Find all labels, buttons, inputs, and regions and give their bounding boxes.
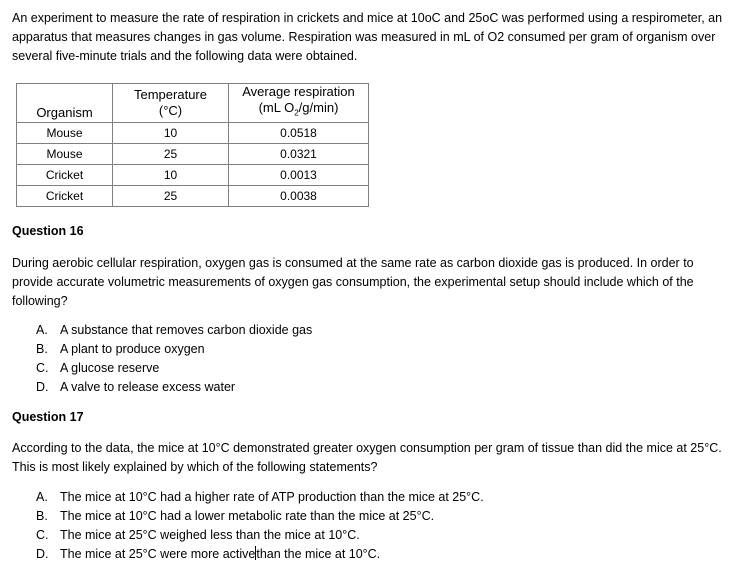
cell-respiration: 0.0038 [229, 185, 369, 206]
cell-temperature: 10 [113, 164, 229, 185]
cell-temperature: 25 [113, 185, 229, 206]
cell-respiration: 0.0321 [229, 143, 369, 164]
option-text: The mice at 10°C had a lower metabolic rate than the mice at 25°C. [60, 509, 435, 523]
question-17-text: According to the data, the mice at 10°C demonstrated greater oxygen consumption per gram of tissue than did the mice at 25°C. This is most likely explained by which of the following statements? [12, 441, 722, 474]
header-temperature-line1: Temperature [134, 86, 207, 102]
answer-option [36, 526, 484, 545]
cell-organism: Cricket [17, 164, 113, 185]
answer-option [36, 378, 312, 397]
question-16-text: During aerobic cellular respiration, oxygen gas is consumed at the same rate as carbon dioxide gas is produced. In order to provide accurate volumetric measurements of oxygen gas consumption, the experimental setup should include which of the following? [12, 256, 694, 308]
cell-organism: Mouse [17, 143, 113, 164]
table-row [17, 143, 369, 164]
answer-option [36, 507, 484, 526]
answer-option [36, 359, 312, 378]
header-organism: Organism [17, 84, 113, 123]
option-letter: B. [36, 342, 48, 356]
cell-organism: Cricket [17, 185, 113, 206]
option-text: A plant to produce oxygen [60, 342, 205, 356]
option-letter: A. [36, 490, 48, 504]
question-16-options [36, 321, 312, 397]
option-letter: D. [36, 380, 49, 394]
header-respiration-unit-post: /g/min) [298, 100, 339, 115]
respiration-data-table [16, 83, 369, 207]
option-text-before-cursor: The mice at 25°C were more active [60, 547, 256, 561]
option-text-after-cursor: than the mice at 10°C. [256, 547, 381, 561]
header-respiration [229, 84, 369, 123]
option-text: A valve to release excess water [60, 380, 236, 394]
answer-option [36, 545, 484, 564]
option-letter: D. [36, 547, 49, 561]
answer-option [36, 488, 484, 507]
cell-temperature: 25 [113, 143, 229, 164]
header-temperature [113, 84, 229, 123]
header-respiration-line1: Average respiration [242, 84, 355, 99]
question-16-heading: Question 16 [12, 224, 84, 238]
option-letter: A. [36, 323, 48, 337]
question-17-options [36, 488, 484, 564]
option-text: A substance that removes carbon dioxide gas [60, 323, 313, 337]
answer-option [36, 340, 312, 359]
table-row [17, 185, 369, 206]
table-row [17, 122, 369, 143]
cell-temperature: 10 [113, 122, 229, 143]
cell-respiration: 0.0518 [229, 122, 369, 143]
intro-paragraph: An experiment to measure the rate of respiration in crickets and mice at 10oC and 25oC was performed using a respirometer, an apparatus that measures changes in gas volume. Respiration was measured in mL of O2 consumed per gram of organism over several five-minute trials and the following data were obtained. [12, 11, 723, 63]
option-letter: C. [36, 361, 49, 375]
option-letter: B. [36, 509, 48, 523]
answer-option [36, 321, 312, 340]
question-17-heading: Question 17 [12, 410, 84, 424]
option-text: A glucose reserve [60, 361, 160, 375]
option-text: The mice at 25°C weighed less than the mice at 10°C. [60, 528, 360, 542]
header-respiration-unit-pre: (mL O [258, 100, 295, 115]
table-header-row [17, 84, 369, 123]
header-respiration-unit-subscript: 2 [294, 108, 299, 118]
option-text: The mice at 10°C had a higher rate of ATP production than the mice at 25°C. [60, 490, 484, 504]
cell-respiration: 0.0013 [229, 164, 369, 185]
cell-organism: Mouse [17, 122, 113, 143]
header-temperature-line2: (°C) [158, 102, 183, 118]
option-letter: C. [36, 528, 49, 542]
table-row [17, 164, 369, 185]
